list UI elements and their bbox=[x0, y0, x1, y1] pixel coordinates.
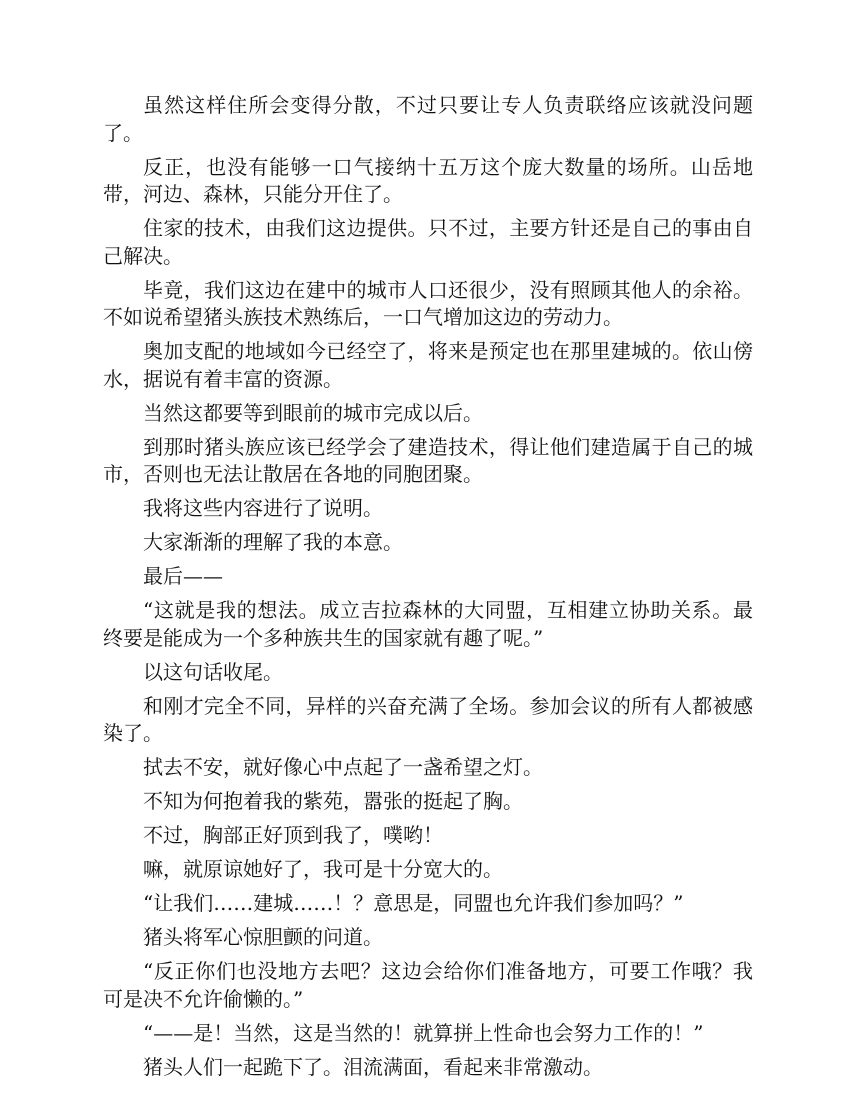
document-page bbox=[103, 92, 753, 1088]
paragraph: 我将这些内容进行了说明。 bbox=[143, 496, 383, 520]
paragraph: “——是！当然，这是当然的！就算拼上性命也会努力工作的！” bbox=[143, 1020, 704, 1045]
paragraph: 猪头将军心惊胆颤的问道。 bbox=[143, 925, 383, 949]
paragraph: 不过，胸部正好顶到我了，噗哟！ bbox=[143, 823, 443, 847]
paragraph: 当然这都要等到眼前的城市完成以后。 bbox=[143, 400, 483, 425]
paragraph: “让我们……建城……！？意思是，同盟也允许我们参加吗？” bbox=[143, 891, 684, 915]
paragraph: 住家的技术，由我们这边提供。只不过，主要方针还是自己的事由自己解决。 bbox=[103, 216, 753, 268]
paragraph: “反正你们也没地方去吧？这边会给你们准备地方，可要工作哦？我可是决不允许偷懒的。” bbox=[103, 959, 753, 1011]
paragraph: 到那时猪头族应该已经学会了建造技术，得让他们建造属于自己的城市，否则也无法让散居在各地的同胞团聚。 bbox=[103, 434, 753, 486]
paragraph: 大家渐渐的理解了我的本意。 bbox=[143, 530, 403, 554]
paragraph: 猪头人们一起跪下了。泪流满面，看起来非常激动。 bbox=[143, 1054, 603, 1079]
paragraph: “这就是我的想法。成立吉拉森林的大同盟，互相建立协助关系。最终要是能成为一个多种族共生的国家就有趣了呢。” bbox=[103, 598, 753, 650]
paragraph: 嘛，就原谅她好了，我可是十分宽大的。 bbox=[143, 857, 503, 881]
paragraph: 奥加支配的地域如今已经空了，将来是预定也在那里建城的。依山傍水，据说有着丰富的资源。 bbox=[103, 339, 753, 391]
paragraph: 毕竟，我们这边在建中的城市人口还很少，没有照顾其他人的余裕。不如说希望猪头族技术熟练后，一口气增加这边的劳动力。 bbox=[103, 277, 753, 329]
paragraph: 不知为何抱着我的紫苑，嚣张的挺起了胸。 bbox=[143, 789, 523, 813]
paragraph: 和刚才完全不同，异样的兴奋充满了全场。参加会议的所有人都被感染了。 bbox=[103, 693, 753, 745]
paragraph: 拭去不安，就好像心中点起了一盏希望之灯。 bbox=[143, 755, 543, 779]
paragraph: 反正，也没有能够一口气接纳十五万这个庞大数量的场所。山岳地带，河边、森林，只能分开住了。 bbox=[103, 154, 753, 206]
paragraph: 最后—— bbox=[143, 564, 223, 588]
paragraph: 虽然这样住所会变得分散，不过只要让专人负责联络应该就没问题了。 bbox=[103, 93, 753, 145]
paragraph: 以这句话收尾。 bbox=[143, 659, 283, 684]
